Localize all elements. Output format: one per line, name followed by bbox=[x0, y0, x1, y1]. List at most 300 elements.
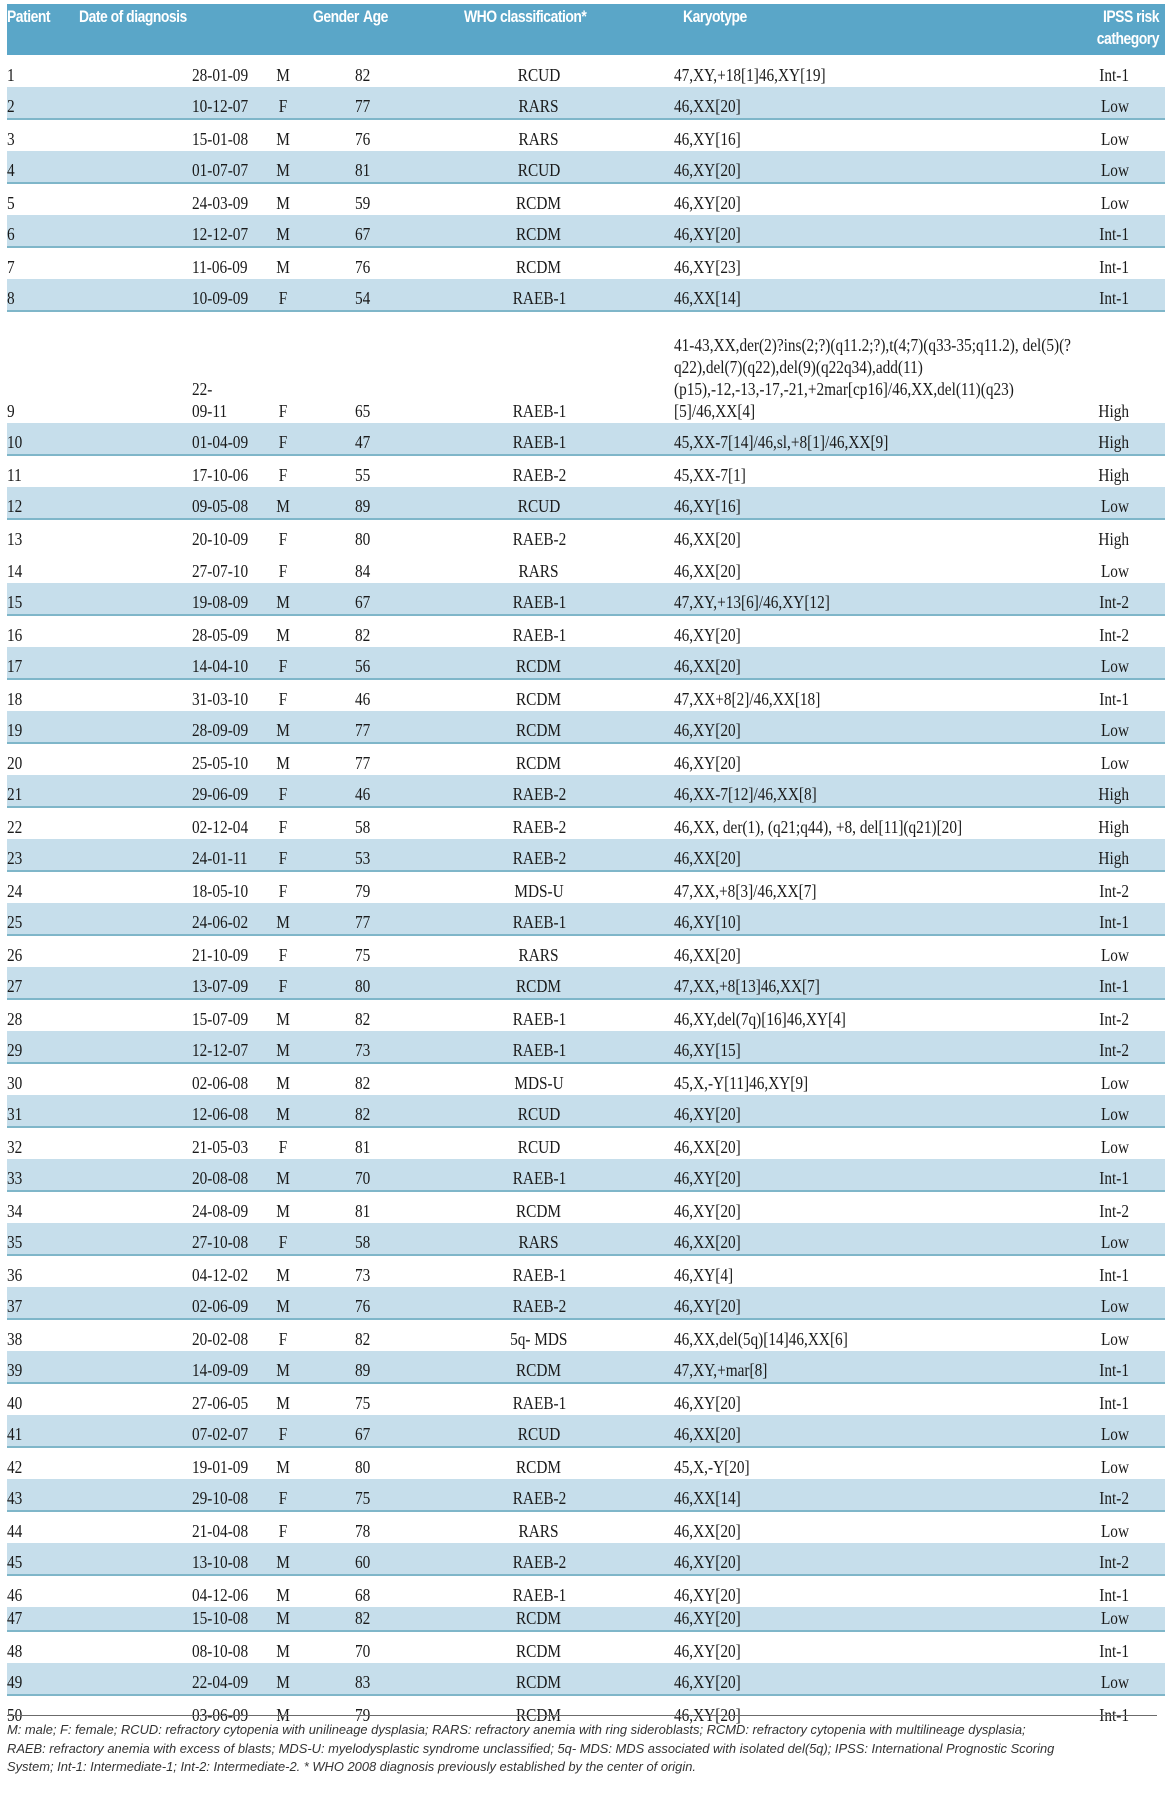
table-row bbox=[7, 807, 1165, 839]
cell-gender-text: M bbox=[276, 1296, 290, 1316]
table-row bbox=[7, 247, 1165, 279]
cell-karyotype-text: 46,XY[20] bbox=[674, 1104, 741, 1124]
cell-who-classification-text: RAEB-1 bbox=[512, 401, 566, 421]
cell-ipss-risk bbox=[1069, 551, 1165, 583]
cell-age-text: 81 bbox=[355, 1137, 371, 1157]
cell-who-classification-text: RARS bbox=[519, 129, 559, 149]
cell-patient-text: 17 bbox=[7, 656, 23, 676]
cell-karyotype-text: 46,XY[4] bbox=[674, 1265, 734, 1285]
cell-who-classification bbox=[429, 999, 649, 1031]
cell-gender-text: M bbox=[276, 1552, 290, 1572]
cell-gender-text: F bbox=[278, 976, 288, 996]
cell-patient bbox=[7, 999, 79, 1031]
cell-karyotype-text: 46,XX[20] bbox=[674, 1521, 741, 1541]
cell-ipss-risk-text: Low bbox=[1100, 1424, 1129, 1444]
cell-who-classification bbox=[429, 1607, 649, 1631]
table-row bbox=[7, 871, 1165, 903]
cell-patient-text: 47 bbox=[7, 1608, 23, 1628]
cell-who-classification bbox=[429, 1383, 649, 1415]
cell-who-classification-text: RCDM bbox=[516, 1705, 562, 1725]
cell-date bbox=[79, 487, 249, 519]
cell-age bbox=[329, 487, 429, 519]
cell-age-text: 56 bbox=[355, 656, 371, 676]
cell-karyotype bbox=[649, 1663, 1069, 1695]
cell-ipss-risk-text: Int-1 bbox=[1099, 1705, 1129, 1725]
cell-who-classification-text: RCDM bbox=[516, 1641, 562, 1661]
header-who-label: WHO classification* bbox=[464, 7, 587, 26]
cell-patient-text: 37 bbox=[7, 1296, 23, 1316]
cell-patient bbox=[7, 1575, 79, 1607]
cell-gender-text: M bbox=[276, 1608, 290, 1628]
table-row bbox=[7, 183, 1165, 215]
cell-who-classification-text: RCUD bbox=[517, 1424, 561, 1444]
table-row bbox=[7, 903, 1165, 935]
table-row bbox=[7, 1191, 1165, 1223]
cell-karyotype-text: 46,XX[20] bbox=[674, 945, 741, 965]
header-ipss-label: IPSS risk cathegory bbox=[1096, 7, 1159, 48]
cell-who-classification bbox=[429, 615, 649, 647]
cell-patient-text: 12 bbox=[7, 496, 23, 516]
cell-date bbox=[79, 1351, 249, 1383]
cell-ipss-risk bbox=[1069, 743, 1165, 775]
table-row bbox=[7, 1223, 1165, 1255]
cell-date-text: 14-09-09 bbox=[192, 1360, 249, 1380]
cell-who-classification-text: RAEB-1 bbox=[512, 288, 566, 308]
cell-karyotype-text: 46,XX[20] bbox=[674, 529, 741, 549]
cell-patient bbox=[7, 1447, 79, 1479]
cell-patient-text: 34 bbox=[7, 1201, 23, 1221]
table-row bbox=[7, 55, 1165, 87]
table-row bbox=[7, 935, 1165, 967]
cell-patient-text: 9 bbox=[7, 401, 15, 421]
table-row bbox=[7, 311, 1165, 423]
cell-who-classification bbox=[429, 1447, 649, 1479]
cell-age bbox=[329, 999, 429, 1031]
table-row bbox=[7, 615, 1165, 647]
cell-ipss-risk-text: High bbox=[1098, 401, 1129, 421]
cell-patient bbox=[7, 1063, 79, 1095]
cell-gender-text: M bbox=[276, 1009, 290, 1029]
cell-date bbox=[79, 871, 249, 903]
cell-who-classification bbox=[429, 807, 649, 839]
cell-who-classification bbox=[429, 1031, 649, 1063]
cell-age bbox=[329, 1415, 429, 1447]
cell-patient bbox=[7, 311, 79, 423]
cell-age bbox=[329, 647, 429, 679]
cell-ipss-risk bbox=[1069, 1447, 1165, 1479]
cell-date-text: 25-05-10 bbox=[192, 753, 249, 773]
table-row bbox=[7, 711, 1165, 743]
cell-ipss-risk-text: High bbox=[1098, 784, 1129, 804]
cell-ipss-risk-text: Int-1 bbox=[1099, 1641, 1129, 1661]
cell-patient bbox=[7, 1031, 79, 1063]
cell-karyotype bbox=[649, 1607, 1069, 1631]
cell-patient-text: 7 bbox=[7, 257, 15, 277]
cell-ipss-risk bbox=[1069, 1223, 1165, 1255]
cell-who-classification bbox=[429, 871, 649, 903]
cell-date-text: 29-10-08 bbox=[192, 1488, 249, 1508]
cell-who-classification bbox=[429, 487, 649, 519]
cell-age bbox=[329, 1287, 429, 1319]
cell-age-text: 46 bbox=[355, 784, 371, 804]
cell-patient-text: 6 bbox=[7, 224, 15, 244]
cell-age bbox=[329, 1631, 429, 1663]
header-gender bbox=[237, 4, 359, 55]
cell-date-text: 10-12-07 bbox=[192, 96, 249, 116]
cell-patient bbox=[7, 1663, 79, 1695]
cell-karyotype bbox=[649, 1511, 1069, 1543]
cell-gender-text: F bbox=[278, 881, 288, 901]
cell-who-classification bbox=[429, 1287, 649, 1319]
cell-patient bbox=[7, 551, 79, 583]
table-row bbox=[7, 1543, 1165, 1575]
footnote-line: RAEB: refractory anemia with excess of blasts; MDS-U: myelodysplastic syndrome unclassified; 5q- MDS: MDS associated with isolated del(5q); IPSS: International Prognostic Scoring bbox=[7, 1740, 1055, 1756]
cell-patient-text: 8 bbox=[7, 288, 15, 308]
cell-who-classification bbox=[429, 967, 649, 999]
cell-karyotype bbox=[649, 999, 1069, 1031]
cell-date bbox=[79, 183, 249, 215]
cell-ipss-risk-text: Low bbox=[1100, 129, 1129, 149]
cell-date bbox=[79, 1511, 249, 1543]
cell-patient bbox=[7, 583, 79, 615]
cell-date bbox=[79, 1031, 249, 1063]
cell-age-text: 77 bbox=[355, 96, 371, 116]
cell-who-classification-text: RAEB-1 bbox=[512, 912, 566, 932]
cell-date-text: 27-07-10 bbox=[192, 561, 249, 581]
cell-date-text: 15-01-08 bbox=[192, 129, 249, 149]
cell-ipss-risk bbox=[1069, 1511, 1165, 1543]
header-row bbox=[7, 4, 1165, 55]
cell-gender-text: F bbox=[278, 1488, 288, 1508]
cell-gender-text: F bbox=[278, 784, 288, 804]
cell-age bbox=[329, 1543, 429, 1575]
cell-age-text: 60 bbox=[355, 1552, 371, 1572]
cell-date bbox=[79, 551, 249, 583]
cell-ipss-risk bbox=[1069, 1319, 1165, 1351]
cell-patient bbox=[7, 1127, 79, 1159]
cell-gender-text: F bbox=[278, 1329, 288, 1349]
cell-date bbox=[79, 1191, 249, 1223]
table-row bbox=[7, 1447, 1165, 1479]
cell-patient bbox=[7, 935, 79, 967]
cell-patient-text: 36 bbox=[7, 1265, 23, 1285]
cell-who-classification-text: RCUD bbox=[517, 160, 561, 180]
cell-date-text: 21-10-09 bbox=[192, 945, 249, 965]
cell-who-classification bbox=[429, 711, 649, 743]
cell-age bbox=[329, 151, 429, 183]
cell-who-classification bbox=[429, 1255, 649, 1287]
cell-karyotype bbox=[649, 1159, 1069, 1191]
cell-karyotype-text: 46,XY[20] bbox=[674, 1585, 741, 1605]
cell-gender-text: F bbox=[278, 817, 288, 837]
cell-who-classification bbox=[429, 279, 649, 311]
cell-who-classification-text: RCDM bbox=[516, 1672, 562, 1692]
header-patient-label: Patient bbox=[7, 7, 51, 26]
cell-who-classification bbox=[429, 311, 649, 423]
cell-date-text: 24-03-09 bbox=[192, 193, 249, 213]
cell-gender-text: F bbox=[278, 96, 288, 116]
cell-patient-text: 33 bbox=[7, 1168, 23, 1188]
cell-karyotype-text: 46,XX[20] bbox=[674, 656, 741, 676]
cell-karyotype bbox=[649, 151, 1069, 183]
cell-age bbox=[329, 1607, 429, 1631]
cell-age bbox=[329, 839, 429, 871]
cell-karyotype bbox=[649, 1351, 1069, 1383]
table-row bbox=[7, 487, 1165, 519]
cell-date bbox=[79, 423, 249, 455]
cell-karyotype bbox=[649, 215, 1069, 247]
cell-ipss-risk-text: Int-2 bbox=[1099, 1009, 1129, 1029]
cell-date bbox=[79, 1287, 249, 1319]
cell-karyotype bbox=[649, 55, 1069, 87]
cell-age bbox=[329, 247, 429, 279]
cell-gender-text: M bbox=[276, 1265, 290, 1285]
cell-karyotype bbox=[649, 311, 1069, 423]
cell-karyotype-text: 46,XX[14] bbox=[674, 1488, 741, 1508]
cell-age bbox=[329, 1575, 429, 1607]
cell-ipss-risk bbox=[1069, 1287, 1165, 1319]
cell-age-text: 65 bbox=[355, 401, 371, 421]
cell-date-text: 20-08-08 bbox=[192, 1168, 249, 1188]
cell-date-text: 27-06-05 bbox=[192, 1393, 249, 1413]
cell-ipss-risk-text: Low bbox=[1100, 160, 1129, 180]
cell-date bbox=[79, 1575, 249, 1607]
cell-gender-text: F bbox=[278, 561, 288, 581]
cell-karyotype bbox=[649, 775, 1069, 807]
cell-ipss-risk bbox=[1069, 183, 1165, 215]
cell-ipss-risk bbox=[1069, 583, 1165, 615]
cell-patient-text: 29 bbox=[7, 1040, 23, 1060]
cell-patient-text: 1 bbox=[7, 65, 15, 85]
cell-ipss-risk bbox=[1069, 487, 1165, 519]
cell-karyotype-text: 46,XY[20] bbox=[674, 720, 741, 740]
cell-who-classification-text: RCDM bbox=[516, 753, 562, 773]
cell-age bbox=[329, 1511, 429, 1543]
cell-karyotype bbox=[649, 87, 1069, 119]
cell-patient-text: 4 bbox=[7, 160, 15, 180]
cell-patient-text: 43 bbox=[7, 1488, 23, 1508]
cell-ipss-risk-text: Low bbox=[1100, 1073, 1129, 1093]
cell-ipss-risk-text: Low bbox=[1100, 1137, 1129, 1157]
cell-ipss-risk bbox=[1069, 839, 1165, 871]
cell-who-classification bbox=[429, 1543, 649, 1575]
cell-date-text: 11-06-09 bbox=[192, 257, 248, 277]
cell-age-text: 82 bbox=[355, 1009, 371, 1029]
cell-gender-text: M bbox=[276, 1073, 290, 1093]
cell-patient bbox=[7, 967, 79, 999]
header-date-label: Date of diagnosis bbox=[79, 7, 187, 26]
cell-age bbox=[329, 935, 429, 967]
cell-date bbox=[79, 1095, 249, 1127]
table-row bbox=[7, 1031, 1165, 1063]
cell-gender-text: F bbox=[278, 529, 288, 549]
cell-who-classification-text: RCDM bbox=[516, 1608, 562, 1628]
cell-gender-text: M bbox=[276, 1040, 290, 1060]
cell-karyotype bbox=[649, 487, 1069, 519]
table-row bbox=[7, 119, 1165, 151]
cell-age-text: 68 bbox=[355, 1585, 371, 1605]
cell-who-classification bbox=[429, 1063, 649, 1095]
cell-karyotype-text: 46,XY[20] bbox=[674, 1672, 741, 1692]
cell-patient bbox=[7, 871, 79, 903]
table-row bbox=[7, 999, 1165, 1031]
cell-date bbox=[79, 1223, 249, 1255]
cell-ipss-risk-text: Low bbox=[1100, 96, 1129, 116]
cell-age-text: 70 bbox=[355, 1168, 371, 1188]
header-karyotype-label: Karyotype bbox=[683, 7, 747, 26]
cell-date bbox=[79, 519, 249, 551]
cell-karyotype-text: 46,XX[20] bbox=[674, 1424, 741, 1444]
cell-patient-text: 26 bbox=[7, 945, 23, 965]
cell-karyotype-text: 46,XY[20] bbox=[674, 1641, 741, 1661]
table-row bbox=[7, 215, 1165, 247]
cell-ipss-risk-text: Int-2 bbox=[1099, 1552, 1129, 1572]
cell-age bbox=[329, 871, 429, 903]
cell-who-classification bbox=[429, 1415, 649, 1447]
cell-patient bbox=[7, 1607, 79, 1631]
cell-gender-text: M bbox=[276, 1641, 290, 1661]
cell-patient-text: 2 bbox=[7, 96, 15, 116]
cell-age bbox=[329, 183, 429, 215]
cell-patient-text: 13 bbox=[7, 529, 23, 549]
cell-age-text: 82 bbox=[355, 65, 371, 85]
cell-karyotype bbox=[649, 1063, 1069, 1095]
cell-who-classification bbox=[429, 903, 649, 935]
cell-ipss-risk bbox=[1069, 999, 1165, 1031]
cell-date-text: 12-06-08 bbox=[192, 1104, 249, 1124]
cell-ipss-risk-text: High bbox=[1098, 529, 1129, 549]
cell-patient-text: 46 bbox=[7, 1585, 23, 1605]
cell-age-text: 76 bbox=[355, 257, 371, 277]
cell-date bbox=[79, 87, 249, 119]
cell-karyotype-text: 46,XX-7[12]/46,XX[8] bbox=[674, 784, 817, 804]
table-row bbox=[7, 743, 1165, 775]
cell-ipss-risk-text: Low bbox=[1100, 1329, 1129, 1349]
cell-karyotype-text: 46,XY[20] bbox=[674, 753, 741, 773]
cell-who-classification-text: RCDM bbox=[516, 1201, 562, 1221]
cell-date-text: 28-05-09 bbox=[192, 625, 249, 645]
cell-who-classification bbox=[429, 1663, 649, 1695]
cell-date-text: 22-09-11 bbox=[192, 379, 228, 421]
cell-date-text: 12-12-07 bbox=[192, 1040, 249, 1060]
cell-patient-text: 19 bbox=[7, 720, 23, 740]
cell-ipss-risk-text: Int-1 bbox=[1099, 1265, 1129, 1285]
cell-gender-text: M bbox=[276, 257, 290, 277]
cell-age bbox=[329, 279, 429, 311]
cell-ipss-risk-text: Low bbox=[1100, 720, 1129, 740]
cell-gender-text: M bbox=[276, 1393, 290, 1413]
cell-patient bbox=[7, 1191, 79, 1223]
cell-karyotype-text: 46,XY[20] bbox=[674, 625, 741, 645]
cell-ipss-risk-text: Low bbox=[1100, 1608, 1129, 1628]
cell-ipss-risk bbox=[1069, 1575, 1165, 1607]
cell-gender-text: M bbox=[276, 912, 290, 932]
cell-ipss-risk bbox=[1069, 1479, 1165, 1511]
cell-karyotype bbox=[649, 247, 1069, 279]
cell-patient bbox=[7, 1479, 79, 1511]
cell-ipss-risk-text: High bbox=[1098, 848, 1129, 868]
cell-ipss-risk bbox=[1069, 1031, 1165, 1063]
table-row bbox=[7, 1319, 1165, 1351]
cell-who-classification-text: RAEB-1 bbox=[512, 1393, 566, 1413]
cell-karyotype-text: 46,XX[20] bbox=[674, 561, 741, 581]
cell-gender-text: F bbox=[278, 1232, 288, 1252]
cell-patient bbox=[7, 1255, 79, 1287]
cell-age-text: 70 bbox=[355, 1641, 371, 1661]
cell-karyotype bbox=[649, 519, 1069, 551]
cell-karyotype bbox=[649, 551, 1069, 583]
cell-who-classification-text: RAEB-2 bbox=[512, 465, 566, 485]
cell-karyotype bbox=[649, 183, 1069, 215]
cell-patient-text: 39 bbox=[7, 1360, 23, 1380]
cell-patient-text: 10 bbox=[7, 432, 23, 452]
cell-karyotype-text: 46,XY[20] bbox=[674, 160, 741, 180]
cell-date bbox=[79, 1631, 249, 1663]
header-age-label: Age bbox=[363, 7, 388, 26]
cell-who-classification-text: RAEB-1 bbox=[512, 432, 566, 452]
cell-date bbox=[79, 1255, 249, 1287]
cell-who-classification-text: RCDM bbox=[516, 976, 562, 996]
cell-date-text: 24-01-11 bbox=[192, 848, 248, 868]
cell-who-classification bbox=[429, 455, 649, 487]
cell-ipss-risk bbox=[1069, 215, 1165, 247]
cell-patient bbox=[7, 183, 79, 215]
table-row bbox=[7, 1631, 1165, 1663]
patient-table-container bbox=[7, 4, 1159, 1727]
table-row bbox=[7, 1607, 1165, 1631]
cell-date bbox=[79, 679, 249, 711]
cell-ipss-risk-text: Low bbox=[1100, 1521, 1129, 1541]
cell-who-classification bbox=[429, 1223, 649, 1255]
cell-gender-text: F bbox=[278, 1521, 288, 1541]
cell-who-classification bbox=[429, 1127, 649, 1159]
cell-date bbox=[79, 711, 249, 743]
cell-date bbox=[79, 743, 249, 775]
cell-age-text: 80 bbox=[355, 529, 371, 549]
cell-patient-text: 16 bbox=[7, 625, 23, 645]
cell-karyotype bbox=[649, 1223, 1069, 1255]
cell-date bbox=[79, 1543, 249, 1575]
cell-date-text: 31-03-10 bbox=[192, 689, 249, 709]
cell-ipss-risk bbox=[1069, 1543, 1165, 1575]
cell-date-text: 28-09-09 bbox=[192, 720, 249, 740]
cell-patient-text: 15 bbox=[7, 592, 23, 612]
cell-gender-text: M bbox=[276, 1705, 290, 1725]
cell-date bbox=[79, 1383, 249, 1415]
cell-patient bbox=[7, 247, 79, 279]
cell-patient-text: 22 bbox=[7, 817, 23, 837]
cell-ipss-risk bbox=[1069, 775, 1165, 807]
cell-patient-text: 18 bbox=[7, 689, 23, 709]
cell-karyotype bbox=[649, 679, 1069, 711]
cell-patient-text: 14 bbox=[7, 561, 23, 581]
cell-patient bbox=[7, 87, 79, 119]
cell-ipss-risk-text: Int-1 bbox=[1099, 224, 1129, 244]
cell-patient-text: 31 bbox=[7, 1104, 23, 1124]
cell-age-text: 78 bbox=[355, 1521, 371, 1541]
cell-patient bbox=[7, 839, 79, 871]
cell-ipss-risk-text: Low bbox=[1100, 945, 1129, 965]
cell-date-text: 19-01-09 bbox=[192, 1457, 249, 1477]
cell-age bbox=[329, 903, 429, 935]
cell-karyotype-text: 46,XY[20] bbox=[674, 1705, 741, 1725]
cell-age bbox=[329, 1159, 429, 1191]
cell-who-classification-text: RCDM bbox=[516, 656, 562, 676]
table-row bbox=[7, 279, 1165, 311]
cell-karyotype-text: 46,XX[14] bbox=[674, 288, 741, 308]
cell-ipss-risk bbox=[1069, 455, 1165, 487]
cell-ipss-risk-text: Low bbox=[1100, 1104, 1129, 1124]
